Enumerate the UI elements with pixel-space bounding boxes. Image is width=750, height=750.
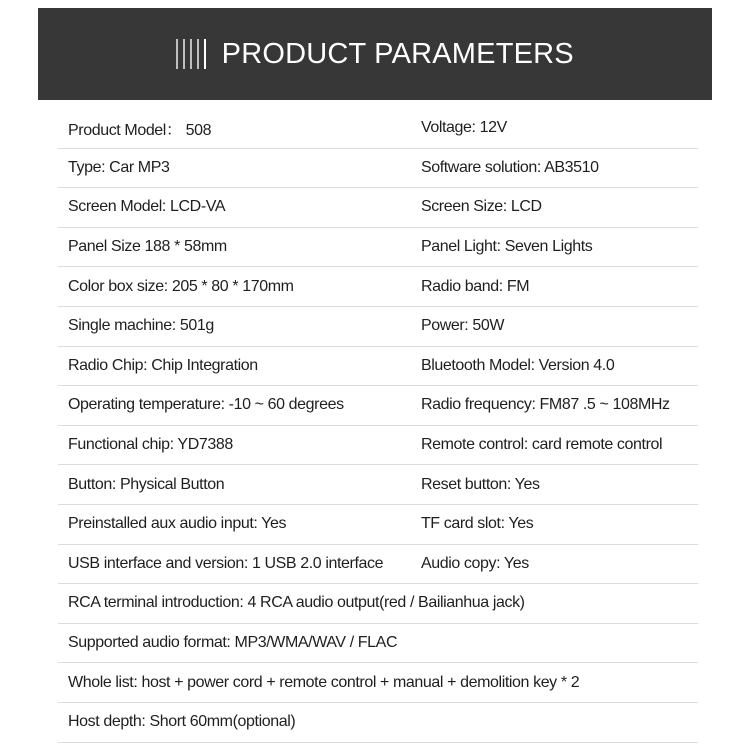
param-cell: Functional chip: YD7388 [68,436,233,454]
table-row [58,307,698,347]
param-cell: Color box size: 205 * 80 * 170mm [68,277,294,295]
param-cell: Product Model： 508 [68,121,212,139]
param-cell: Host depth: Short 60mm(optional) [68,713,296,731]
param-cell: Panel Size 188 * 58mm [68,238,227,256]
param-cell: Bluetooth Model: Version 4.0 [420,356,615,374]
table-row [58,228,698,268]
parameters-table [58,109,698,743]
table-row [58,584,698,624]
param-cell: Remote control: card remote control [420,436,663,454]
param-cell: Radio Chip: Chip Integration [68,356,258,374]
param-cell: Screen Size: LCD [420,198,542,216]
param-cell: USB interface and version: 1 USB 2.0 interface [68,554,384,572]
param-cell: Operating temperature: -10 ~ 60 degrees [68,396,344,414]
table-row [58,347,698,387]
param-cell: Preinstalled aux audio input: Yes [68,515,287,533]
table-row [58,109,698,149]
table-row [58,149,698,189]
param-cell: TF card slot: Yes [420,515,534,533]
param-cell: Screen Model: LCD-VA [68,198,226,216]
table-row [58,545,698,585]
table-row [58,624,698,664]
param-cell: Power: 50W [420,317,505,335]
page-title: PRODUCT PARAMETERS [221,37,574,70]
header-banner [38,8,712,100]
param-cell: Reset button: Yes [420,475,540,493]
table-row [58,703,698,743]
param-cell: Radio frequency: FM87 .5 ~ 108MHz [420,396,670,414]
table-row [58,386,698,426]
param-cell: Type: Car MP3 [68,158,170,176]
param-cell: RCA terminal introduction: 4 RCA audio output(red / Bailianhua jack) [68,594,525,612]
param-cell: Software solution: AB3510 [420,158,599,176]
decorative-bars-icon [176,37,212,71]
param-cell: Audio copy: Yes [420,554,529,572]
param-cell: Button: Physical Button [68,475,225,493]
param-cell: Single machine: 501g [68,317,214,335]
table-row [58,505,698,545]
param-cell: Supported audio format: MP3/WMA/WAV / FLAC [68,634,398,652]
param-cell: Whole list: host + power cord + remote control + manual + demolition key * 2 [68,673,580,691]
table-row [58,465,698,505]
table-row [58,267,698,307]
param-cell: Voltage: 12V [420,119,507,137]
param-cell: Panel Light: Seven Lights [420,238,593,256]
param-cell: Radio band: FM [420,277,530,295]
table-row [58,663,698,703]
table-row [58,188,698,228]
table-row [58,426,698,466]
